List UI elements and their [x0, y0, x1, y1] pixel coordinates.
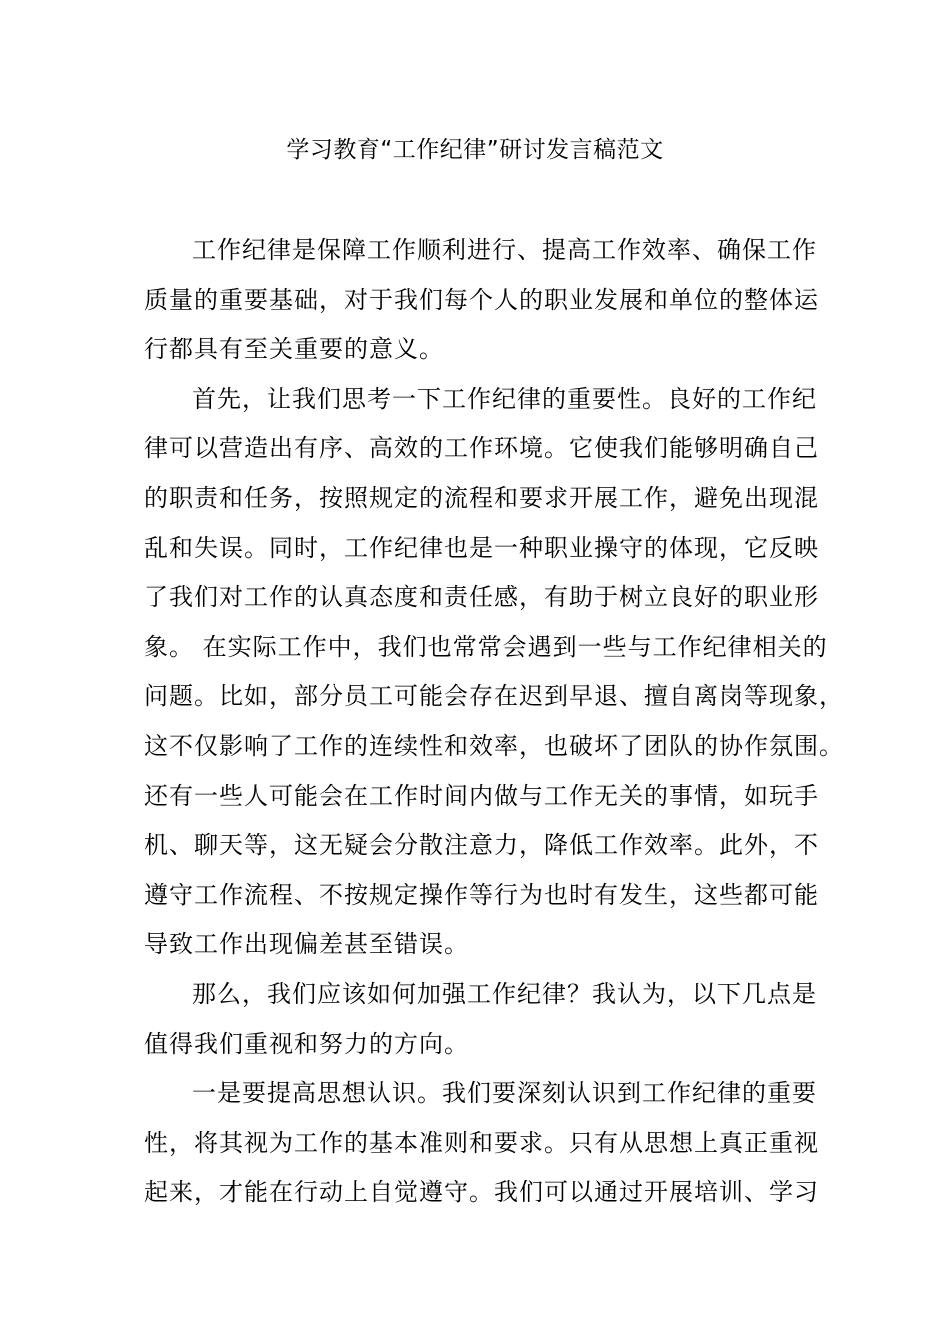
document-title: 学习教育“工作纪律”研讨发言稿范文 [286, 137, 664, 163]
text-line: 遵守工作流程、不按规定操作等行为也时有发生，这些都可能 [144, 880, 819, 909]
text-line: 质量的重要基础，对于我们每个人的职业发展和单位的整体运 [144, 285, 819, 314]
text-line: 机、聊天等，这无疑会分散注意力，降低工作效率。此外，不 [144, 831, 819, 860]
text-line: 行都具有至关重要的意义。 [144, 335, 444, 364]
text-line: 律可以营造出有序、高效的工作环境。它使我们能够明确自己 [144, 434, 819, 463]
paragraph-how-to [144, 970, 820, 1069]
paragraph-intro [144, 226, 820, 375]
paragraph-importance [144, 375, 844, 970]
text-line: 性，将其视为工作的基本准则和要求。只有从思想上真正重视 [144, 1128, 819, 1157]
text-line: 象。 在实际工作中，我们也常常会遇到一些与工作纪律相关的 [144, 632, 828, 661]
text-line: 问题。比如，部分员工可能会存在迟到早退、擅自离岗等现象， [144, 682, 844, 711]
text-line: 一是要提高思想认识。我们要深刻认识到工作纪律的重要 [192, 1079, 817, 1108]
text-line: 了我们对工作的认真态度和责任感，有助于树立良好的职业形 [144, 583, 819, 612]
text-line: 乱和失误。同时，工作纪律也是一种职业操守的体现，它反映 [144, 533, 819, 562]
text-line: 这不仅影响了工作的连续性和效率，也破坏了团队的协作氛围。 [144, 731, 844, 760]
text-line: 首先，让我们思考一下工作纪律的重要性。良好的工作纪 [192, 384, 817, 413]
text-line: 的职责和任务，按照规定的流程和要求开展工作，避免出现混 [144, 483, 819, 512]
text-line: 值得我们重视和努力的方向。 [144, 1029, 469, 1058]
document-body [144, 226, 844, 1218]
text-line: 工作纪律是保障工作顺利进行、提高工作效率、确保工作 [192, 236, 817, 264]
paragraph-point-one [144, 1069, 820, 1218]
text-line: 导致工作出现偏差甚至错误。 [144, 930, 469, 959]
text-line: 起来，才能在行动上自觉遵守。我们可以通过开展培训、学习 [144, 1178, 819, 1207]
text-line: 那么，我们应该如何加强工作纪律？我认为，以下几点是 [192, 979, 817, 1008]
text-line: 还有一些人可能会在工作时间内做与工作无关的事情，如玩手 [144, 781, 819, 810]
